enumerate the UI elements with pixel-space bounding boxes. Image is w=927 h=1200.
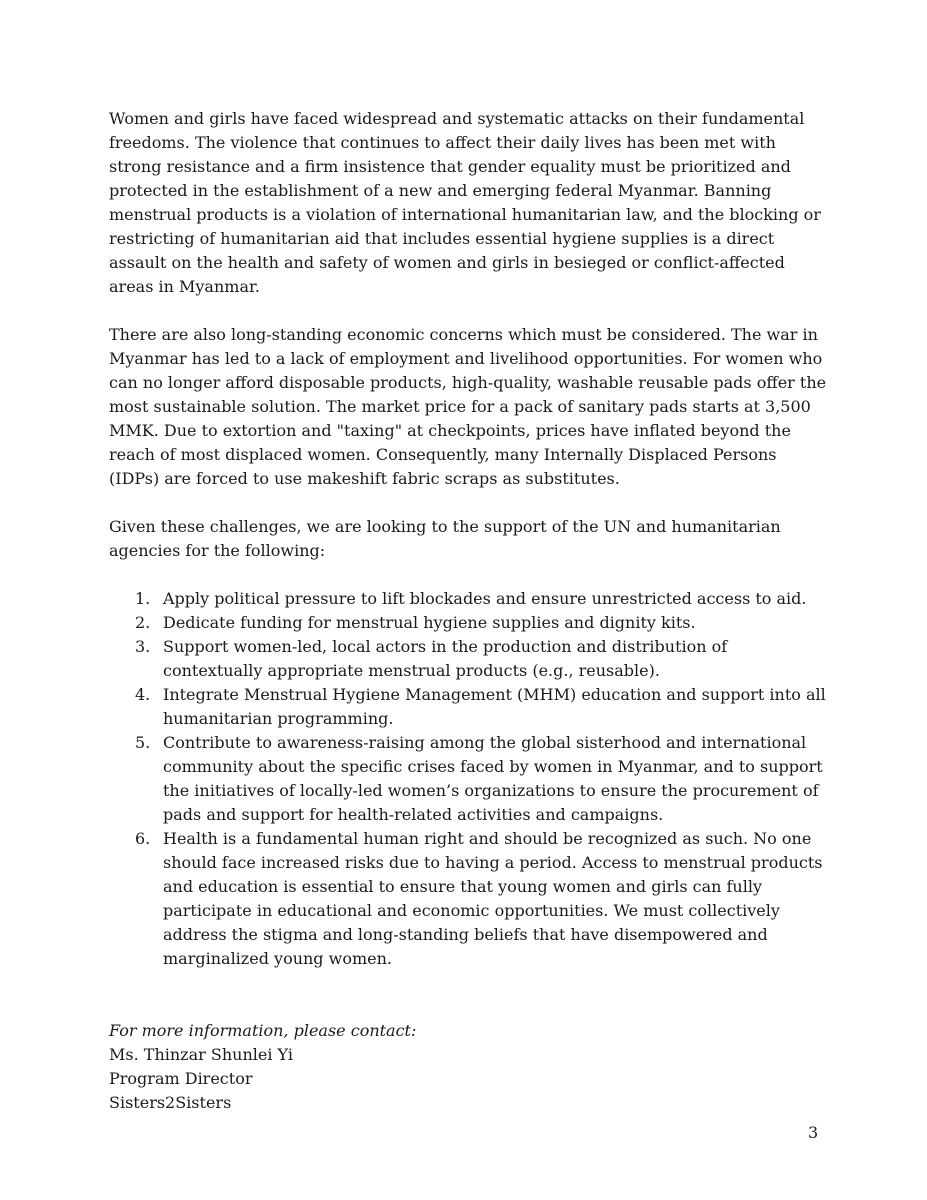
list-item bbox=[109, 827, 829, 971]
list-item bbox=[109, 731, 829, 827]
contact-intro: For more information, please contact: bbox=[109, 1021, 417, 1040]
contact-organization: Sisters2Sisters bbox=[109, 1093, 232, 1112]
recommendations-list bbox=[109, 587, 829, 971]
paragraph-challenges: Given these challenges, we are looking to the support of the UN and humanitarian agencies for the following: bbox=[109, 517, 781, 560]
list-item-number: 5. bbox=[135, 733, 151, 752]
list-item-text: Dedicate funding for menstrual hygiene supplies and dignity kits. bbox=[163, 613, 696, 632]
contact-block bbox=[109, 1019, 829, 1115]
paragraph-intro: Women and girls have faced widespread and systematic attacks on their fundamental freedoms. The violence that continues to affect their daily lives has been met with strong resistance and a firm insistence that gender equality must be prioritized and protected in the establishment of a new and emerging federal Myanmar. Banning menstrual products is a violation of international humanitarian law, and the blocking or restricting of humanitarian aid that includes essential hygiene supplies is a direct assault on the health and safety of women and girls in besieged or conflict-affected areas in Myanmar. bbox=[109, 109, 821, 296]
list-item-text: Apply political pressure to lift blockades and ensure unrestricted access to aid. bbox=[163, 589, 807, 608]
page-number: 3 bbox=[808, 1123, 819, 1142]
list-item-text: Contribute to awareness-raising among the global sisterhood and international community about the specific crises faced by women in Myanmar, and to support the initiatives of locally-led women’s organizations to ensure the procurement of pads and support for health-related activities and campaigns. bbox=[163, 733, 823, 824]
list-item-text: Integrate Menstrual Hygiene Management (MHM) education and support into all humanitarian programming. bbox=[163, 685, 826, 728]
recommendations-list-wrapper bbox=[109, 587, 829, 971]
list-item-text: Health is a fundamental human right and should be recognized as such. No one should face increased risks due to having a period. Access to menstrual products and education is essential to ensure that young women and girls can fully participate in educational and economic opportunities. We must collectively address the stigma and long-standing beliefs that have disempowered and marginalized young women. bbox=[163, 829, 823, 968]
list-item-number: 1. bbox=[135, 589, 151, 608]
document-body bbox=[109, 107, 829, 1115]
contact-title: Program Director bbox=[109, 1069, 253, 1088]
list-item-number: 2. bbox=[135, 613, 151, 632]
list-item-number: 6. bbox=[135, 829, 151, 848]
list-item-text: Support women-led, local actors in the production and distribution of contextually appropriate menstrual products (e.g., reusable). bbox=[163, 637, 728, 680]
list-item bbox=[109, 587, 829, 611]
list-item-number: 3. bbox=[135, 637, 151, 656]
paragraph-economic: There are also long-standing economic concerns which must be considered. The war in Myanmar has led to a lack of employment and livelihood opportunities. For women who can no longer afford disposable products, high-quality, washable reusable pads offer the most sustainable solution. The market price for a pack of sanitary pads starts at 3,500 MMK. Due to extortion and "taxing" at checkpoints, prices have inflated beyond the reach of most displaced women. Consequently, many Internally Displaced Persons (IDPs) are forced to use makeshift fabric scraps as substitutes. bbox=[109, 325, 827, 488]
list-item bbox=[109, 683, 829, 731]
list-item bbox=[109, 611, 829, 635]
list-item bbox=[109, 635, 829, 683]
contact-name: Ms. Thinzar Shunlei Yi bbox=[109, 1045, 293, 1064]
list-item-number: 4. bbox=[135, 685, 151, 704]
